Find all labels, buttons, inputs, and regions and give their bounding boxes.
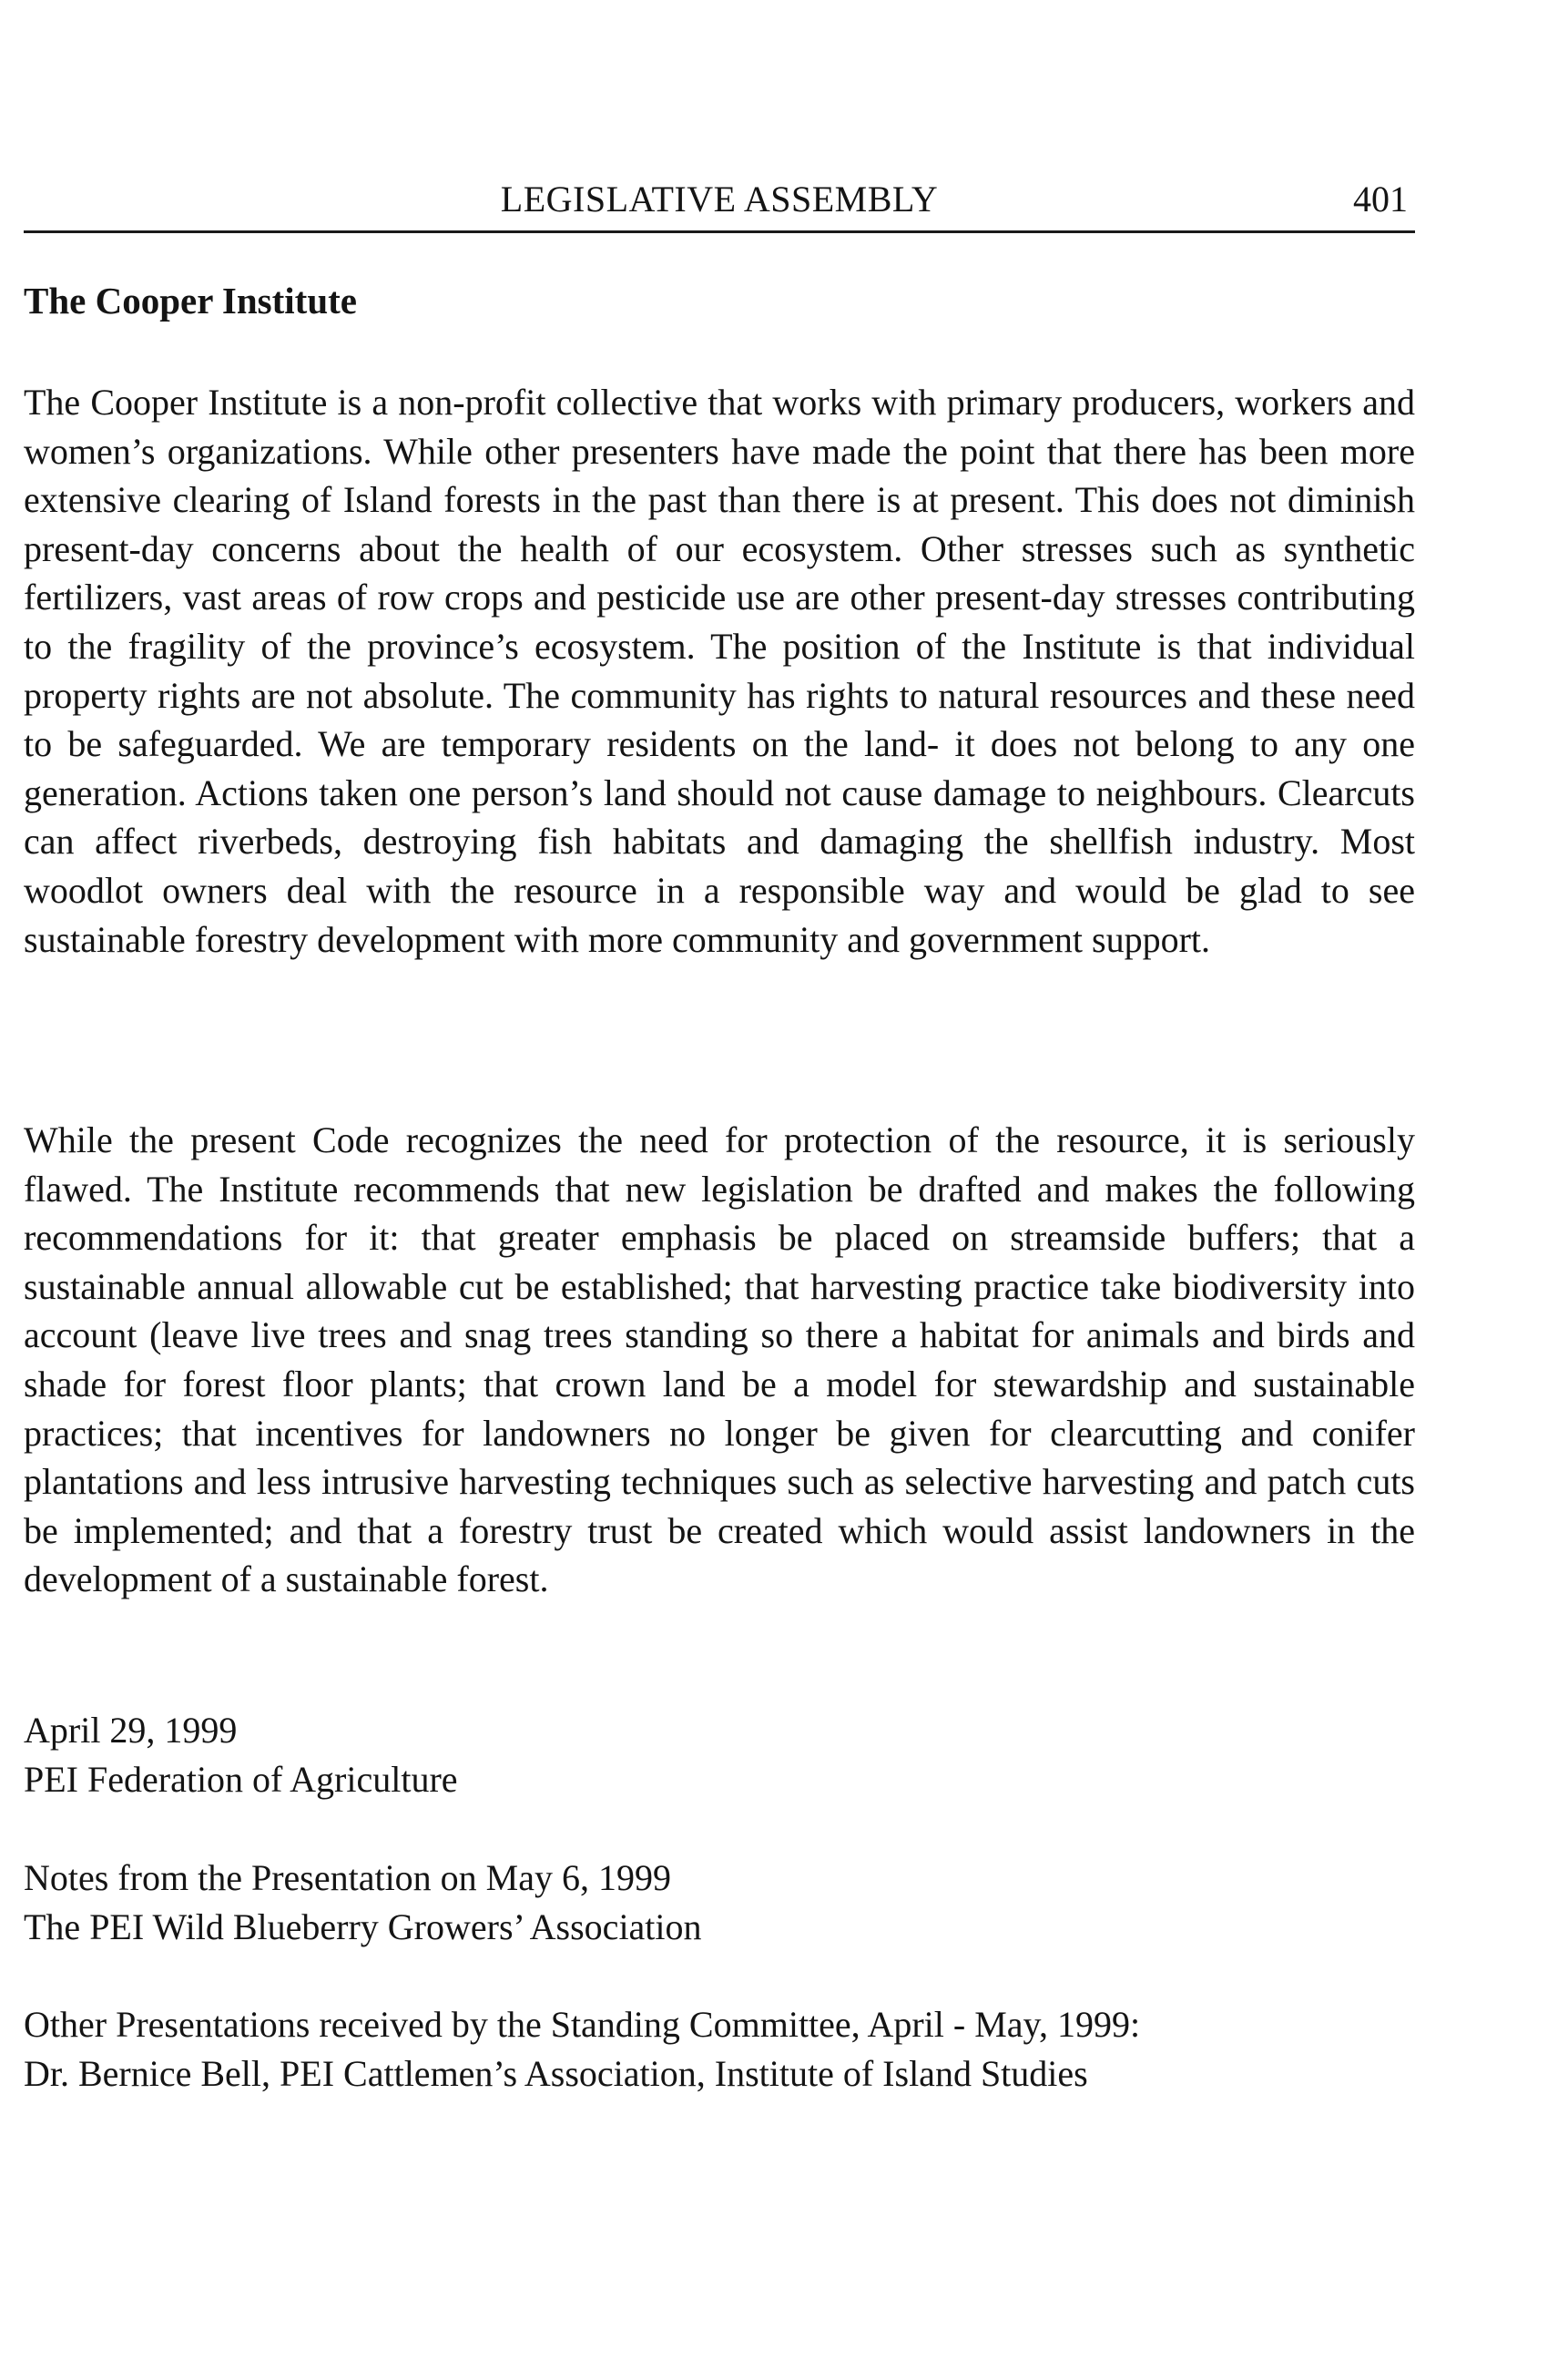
entry-date: April 29, 1999 [24, 1710, 238, 1751]
section-heading: The Cooper Institute [24, 280, 357, 322]
entry-federation [24, 1706, 1415, 1803]
header-title: LEGISLATIVE ASSEMBLY [500, 179, 939, 220]
body-paragraph-1: The Cooper Institute is a non-profit collective that works with primary producers, workers and women’s organizations. While other presenters have made the point that there has been more extensive clearing of Island forests in the past than there is at present. This does not diminish present-day concerns about the health of our ecosystem. Other stresses such as synthetic fertilizers, vast areas of row crops and pesticide use are other present-day stresses contributing to the fragility of the province’s ecosystem. The position of the Institute is that individual property rights are not absolute. The community has rights to natural resources and these need to be safeguarded. We are temporary residents on the land- it does not belong to any one generation. Actions taken one person’s land should not cause damage to neighbours. Clearcuts can affect riverbeds, destroying fish habitats and damaging the shellfish industry. Most woodlot owners deal with the resource in a responsible way and would be glad to see sustainable forestry development with more community and government support. [24, 382, 1415, 960]
entry-note: Notes from the Presentation on May 6, 1999 [24, 1857, 671, 1898]
other-presentations-label: Other Presentations received by the Standing Committee, April - May, 1999: [24, 2004, 1141, 2045]
other-presentations-list: Dr. Bernice Bell, PEI Cattlemen’s Association, Institute of Island Studies [24, 2052, 1088, 2094]
document-page [24, 0, 1415, 2380]
running-header [24, 176, 1415, 233]
entry-organization: PEI Federation of Agriculture [24, 1758, 458, 1800]
entry-organization: The PEI Wild Blueberry Growers’ Association [24, 1905, 702, 1947]
entry-other-presentations [24, 2000, 1415, 2098]
entry-blueberry [24, 1854, 1415, 1951]
body-paragraph-2: While the present Code recognizes the need for protection of the resource, it is seriously flawed. The Institute recommends that new legislation be drafted and makes the following recommendations for it: that greater emphasis be placed on streamside buffers; that a sustainable annual allowable cut be established; that harvesting practice take biodiversity into account (leave live trees and snag trees standing so there a habitat for animals and birds and shade for forest floor plants; that crown land be a model for stewardship and sustainable practices; that incentives for landowners no longer be given for clearcutting and conifer plantations and less intrusive harvesting techniques such as selective harvesting and patch cuts be implemented; and that a forestry trust be created which would assist landowners in the development of a sustainable forest. [24, 1119, 1415, 1600]
page-number: 401 [1353, 179, 1408, 220]
